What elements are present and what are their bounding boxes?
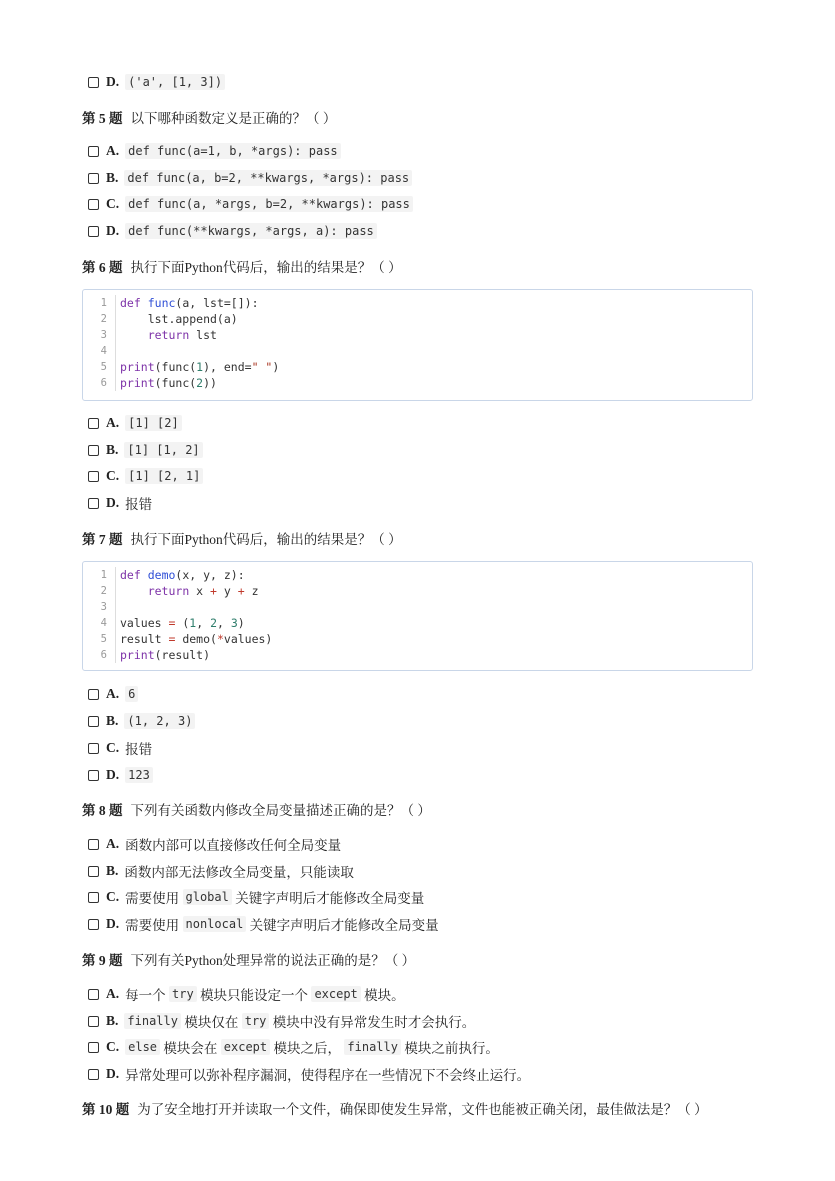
checkbox[interactable] xyxy=(88,770,99,781)
checkbox[interactable] xyxy=(88,1016,99,1027)
q7-code-block xyxy=(82,561,753,671)
q6-option-d[interactable]: D. 报错 xyxy=(88,493,152,513)
q9-option-c[interactable]: C. else 模块会在 except 模块之后， finally 模块之前执行。 xyxy=(88,1037,499,1057)
q6-option-c[interactable]: C. [1] [2, 1] xyxy=(88,466,203,486)
checkbox[interactable] xyxy=(88,418,99,429)
checkbox[interactable] xyxy=(88,146,99,157)
code-line: 3 return lst xyxy=(83,327,752,343)
checkbox[interactable] xyxy=(88,866,99,877)
q8-option-d[interactable]: D. 需要使用 nonlocal 关键字声明后才能修改全局变量 xyxy=(88,914,439,934)
checkbox[interactable] xyxy=(88,716,99,727)
checkbox[interactable] xyxy=(88,77,99,88)
code-line: 6 print(result) xyxy=(83,647,752,663)
q6-code-block xyxy=(82,289,753,401)
checkbox[interactable] xyxy=(88,1042,99,1053)
q5-option-d[interactable]: D. def func(**kwargs, *args, a): pass xyxy=(88,221,377,241)
code-line: 2 return x + y + z xyxy=(83,583,752,599)
q4-option-d[interactable]: D. ('a', [1, 3]) xyxy=(88,72,225,92)
checkbox[interactable] xyxy=(88,989,99,1000)
checkbox[interactable] xyxy=(88,445,99,456)
question-8-title: 第 8 题 下列有关函数内修改全局变量描述正确的是？（ ） xyxy=(82,803,431,818)
checkbox[interactable] xyxy=(88,199,99,210)
code-line: 1 def demo(x, y, z): xyxy=(83,567,752,583)
code-line: 6 print(func(2)) xyxy=(83,375,752,391)
checkbox[interactable] xyxy=(88,689,99,700)
checkbox[interactable] xyxy=(88,226,99,237)
q7-option-b[interactable]: B. (1, 2, 3) xyxy=(88,711,195,731)
q5-option-a[interactable]: A. def func(a=1, b, *args): pass xyxy=(88,141,341,161)
question-5-title: 第 5 题 以下哪种函数定义是正确的？（ ） xyxy=(82,111,337,126)
checkbox[interactable] xyxy=(88,919,99,930)
q8-option-c[interactable]: C. 需要使用 global 关键字声明后才能修改全局变量 xyxy=(88,887,424,907)
code-line: 3 xyxy=(83,599,752,615)
q9-option-d[interactable]: D. 异常处理可以弥补程序漏洞，使得程序在一些情况下不会终止运行。 xyxy=(88,1064,530,1084)
q7-option-d[interactable]: D. 123 xyxy=(88,765,153,785)
checkbox[interactable] xyxy=(88,471,99,482)
question-10-title: 第 10 题 为了安全地打开并读取一个文件，确保即使发生异常，文件也能被正确关闭，最佳做法是？（ ） xyxy=(82,1102,708,1117)
q9-option-a[interactable]: A. 每一个 try 模块只能设定一个 except 模块。 xyxy=(88,984,405,1004)
q9-option-b[interactable]: B. finally 模块仅在 try 模块中没有异常发生时才会执行。 xyxy=(88,1011,475,1031)
code-line: 4 xyxy=(83,343,752,359)
code-line: 5 result = demo(*values) xyxy=(83,631,752,647)
checkbox[interactable] xyxy=(88,892,99,903)
checkbox[interactable] xyxy=(88,173,99,184)
q5-option-b[interactable]: B. def func(a, b=2, **kwargs, *args): pass xyxy=(88,168,412,188)
q8-option-b[interactable]: B. 函数内部无法修改全局变量，只能读取 xyxy=(88,861,354,881)
code-line: 1 def func(a, lst=[]): xyxy=(83,295,752,311)
q5-option-c[interactable]: C. def func(a, *args, b=2, **kwargs): pass xyxy=(88,194,413,214)
checkbox[interactable] xyxy=(88,1069,99,1080)
code-line: 4 values = (1, 2, 3) xyxy=(83,615,752,631)
code-line: 2 lst.append(a) xyxy=(83,311,752,327)
question-9-title: 第 9 题 下列有关Python处理异常的说法正确的是？（ ） xyxy=(82,953,416,968)
checkbox[interactable] xyxy=(88,743,99,754)
code-line: 5 print(func(1), end=" ") xyxy=(83,359,752,375)
q7-option-c[interactable]: C. 报错 xyxy=(88,738,152,758)
question-6-title: 第 6 题 执行下面Python代码后，输出的结果是？（ ） xyxy=(82,260,402,275)
checkbox[interactable] xyxy=(88,839,99,850)
q6-option-a[interactable]: A. [1] [2] xyxy=(88,413,182,433)
question-7-title: 第 7 题 执行下面Python代码后，输出的结果是？（ ） xyxy=(82,532,402,547)
q6-option-b[interactable]: B. [1] [1, 2] xyxy=(88,440,203,460)
q7-option-a[interactable]: A. 6 xyxy=(88,684,138,704)
checkbox[interactable] xyxy=(88,498,99,509)
q8-option-a[interactable]: A. 函数内部可以直接修改任何全局变量 xyxy=(88,834,341,854)
